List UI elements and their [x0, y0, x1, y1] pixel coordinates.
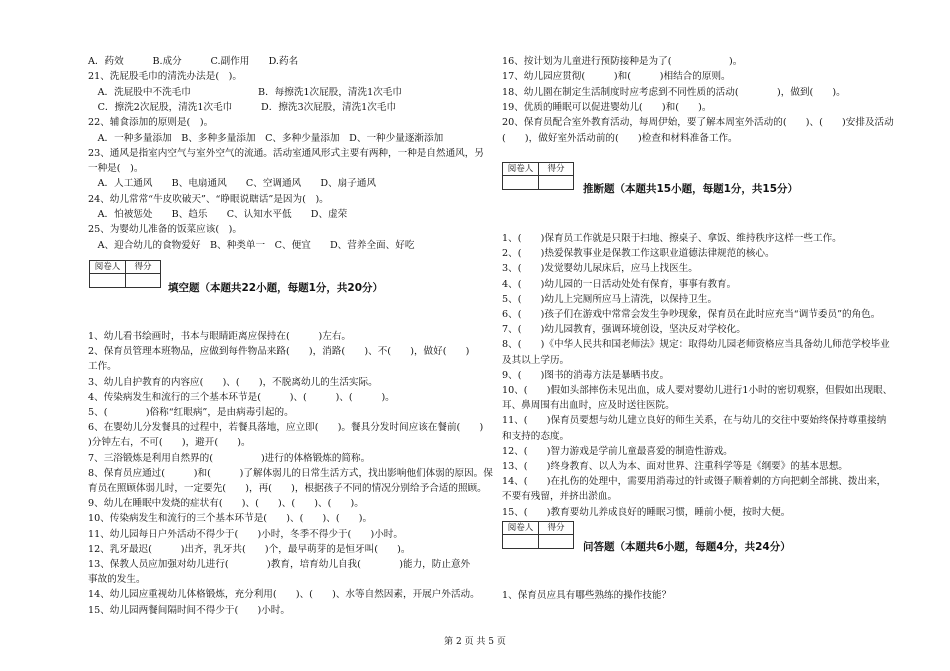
text-line: 23、通风是指室内空气与室外空气的流通。活动室通风形式主要有两种，一种是自然通风，另: [88, 147, 484, 159]
text-line: 20、保育员配合室外教育活动，每周伊始，要了解本周室外活动的( )、( )安排及活动: [502, 117, 894, 129]
text-line: 5、( )俗称“红眼病”，是由病毒引起的。: [88, 407, 294, 418]
text-line: 2、保育员管理本班物品，应做到每件物品来路( )，消路( )、不( )，做好( ): [88, 346, 470, 358]
page-footer: 第 2 页 共 5 页: [444, 637, 506, 647]
text-line: )分钟左右，不可( )，避开( )。: [88, 437, 251, 449]
text-line: ( )，做好室外活动前的( )检查和材料准备工作。: [502, 132, 738, 144]
text-line: 7、三浴锻炼是利用自然界的( )进行的体格锻炼的简称。: [88, 452, 371, 464]
text-line: 耳、鼻周围有出血时，应及时送往医院。: [502, 400, 675, 412]
text-line: 育员在照顾体弱儿时，一定要先( )，再( )，根据孩子不同的情况分别给予合适的照顾。: [88, 483, 487, 494]
text-line: 18、幼儿園在制定生活制度时应考虑到不同性质的活动( )，做到( )。: [502, 86, 846, 98]
text-line: 6、在婴幼儿分发餐具的过程中，若餐具落地，应立即( )。餐具分发时间应该在餐前( ): [88, 422, 484, 434]
text-line: 16、按计划为儿童进行预防接种是为了( )。: [502, 56, 743, 67]
text-line: C．擦洗2次屁股，清洗1次毛巾 D．擦洗3次屁股，清洗1次毛巾: [88, 101, 397, 113]
text-line: 19、优质的睡眠可以促进婴幼儿( )和( )。: [502, 101, 712, 113]
text-line: 4、( )幼儿园的一日活动处处有保育，事事有教育。: [502, 278, 737, 290]
text-line: 9、幼儿在睡眠中发烧的症状有( )、( )、( )、( )。: [88, 498, 364, 510]
grader-cell: [503, 535, 539, 548]
text-line: 5、( )幼儿上完厕所应马上清洗，以保持卫生。: [502, 293, 718, 305]
text-line: A．药效 B.成分 C.副作用 D.药名: [88, 56, 299, 67]
text-line: 工作。: [88, 361, 117, 373]
text-line: 21、洗屁股毛巾的清洗办法是( )。: [88, 71, 243, 83]
text-line: 15、幼儿园两餐间隔时间不得少于( )小时。: [88, 604, 290, 616]
text-line: 不要有残留，并挤出淤血。: [502, 491, 618, 503]
section-title-qa: 问答题（本题共6小题，每题4分，共24分）: [583, 541, 791, 553]
text-line: 8、保育员应通过( )和( )了解体弱儿的日常生活方式，找出影响他们体弱的原因。保: [88, 467, 493, 479]
text-line: 17、幼儿园应贯彻( )和( )相结合的原则。: [502, 71, 731, 83]
text-line: A．一种多量添加 B、多种多量添加 C、多种少量添加 D、一种少量逐渐添加: [88, 132, 444, 144]
grader-label: 阅卷人: [503, 522, 539, 535]
text-line: 3、幼儿自护教育的内容应( )、( )，不脱离幼儿的生活实际。: [88, 376, 378, 388]
grader-label: 阅卷人: [90, 261, 126, 274]
text-line: 12、( )智力游戏是学前儿童最喜爱的制造性游戏。: [502, 445, 733, 457]
text-line: 22、辅食添加的原则是( )。: [88, 117, 214, 129]
text-line: 一种是( )。: [88, 163, 144, 175]
score-label: 得分: [539, 522, 573, 535]
text-line: 15、( )教育要幼儿养成良好的睡眠习惯，睡前小便，按时大便。: [502, 506, 791, 518]
grader-label: 阅卷人: [503, 163, 539, 176]
text-line: 9、( )图书的消毒方法是暴晒书皮。: [502, 369, 670, 381]
text-line: 13、( )终身教育、以人为本、面对世界、注重科学等是《纲要》的基本思想。: [502, 461, 848, 472]
score-label: 得分: [539, 163, 573, 176]
text-line: A．怕被惩处 B、趋乐 C、认知水平低 D、虚荣: [88, 209, 348, 220]
score-cell: [539, 535, 573, 548]
text-line: 3、( )发觉婴幼儿尿床后，应马上找医生。: [502, 263, 698, 275]
section-title-fill: 填空题（本题共22小题，每题1分，共20分）: [168, 282, 384, 294]
text-line: 1、幼儿看书绘画时，书本与眼睛距离应保持在( )左右。: [88, 331, 352, 342]
text-line: 和支持的态度。: [502, 430, 570, 442]
score-cell: [126, 274, 160, 287]
text-line: 14、幼儿园应重视幼儿体格锻炼，充分利用( )、( )、水等自然因素，开展户外活动。: [88, 589, 480, 601]
score-box-fill: [89, 260, 161, 288]
text-line: 11、幼儿园每日户外活动不得少于( )小时，冬季不得少于( )小时。: [88, 528, 403, 540]
text-line: 10、传染病发生和流行的三个基本环节是( )、( )、( )。: [88, 513, 373, 525]
text-line: 事故的发生。: [88, 574, 146, 586]
text-line: 13、保教人员应加强对幼儿进行( )教育，培育幼儿自我( )能力，防止意外: [88, 559, 471, 570]
text-line: 1、保育员应具有哪些熟练的操作技能？: [502, 590, 672, 601]
text-line: A．人工通风 B、电扇通风 C、空调通风 D、扇子通风: [88, 178, 377, 190]
section-title-judge: 推断题（本题共15小题，每题1分，共15分）: [583, 183, 799, 195]
score-box-qa: [502, 521, 574, 549]
text-line: A、迎合幼儿的食物爱好 B、种类单一 C、便宜 D、营养全面、好吃: [88, 239, 415, 251]
grader-cell: [90, 274, 126, 287]
text-line: 11、( )保育员要想与幼儿建立良好的师生关系，在与幼儿的交往中要始终保持尊重接纳: [502, 415, 887, 427]
score-box-judge: [502, 162, 574, 190]
score-cell: [539, 176, 573, 189]
text-line: 6、( )孩子们在游戏中常常会发生争吵现象，保育员在此时应充当“调节委员”的角色。: [502, 309, 881, 320]
grader-cell: [503, 176, 539, 189]
text-line: 8、( )《中华人民共和国老师法》规定：取得幼儿园老师资格应当具备幼儿师范学校毕业: [502, 339, 890, 351]
text-line: 1、( )保育员工作就是只限于扫地、擦桌子、拿饭、维持秩序这样一些工作。: [502, 233, 842, 244]
text-line: 2、( )热爱保教事业是保教工作这职业道德法律规范的核心。: [502, 248, 775, 260]
text-line: 24、幼儿常常“牛皮吹破天”、“睁眼说瞎话”是因为( )。: [88, 193, 329, 205]
text-line: 10、( )假如头部摔伤未见出血，成人要对婴幼儿进行1小时的密切观察，但假如出现眼、: [502, 385, 893, 396]
text-line: 25、为婴幼儿准备的饭菜应该( )。: [88, 224, 243, 236]
text-line: 12、乳牙最迟( )出齐，乳牙共( )个，最早萌芽的是恒牙叫( )。: [88, 543, 411, 555]
text-line: 4、传染病发生和流行的三个基本环节是( )、( )、( )。: [88, 391, 395, 403]
text-line: A．洗屁股中不洗毛巾 B．每擦洗1次屁股，清洗1次毛巾: [88, 86, 402, 98]
text-line: 7、( )幼儿园教育，强调环境创设，坚决反对学校化。: [502, 324, 746, 336]
text-line: 及其以上学历。: [502, 354, 570, 366]
text-line: 14、( )在扎伤的处理中，需要用消毒过的针或镊子顺着刺的方向把刺全部挑、拨出来，: [502, 476, 887, 488]
score-label: 得分: [126, 261, 160, 274]
